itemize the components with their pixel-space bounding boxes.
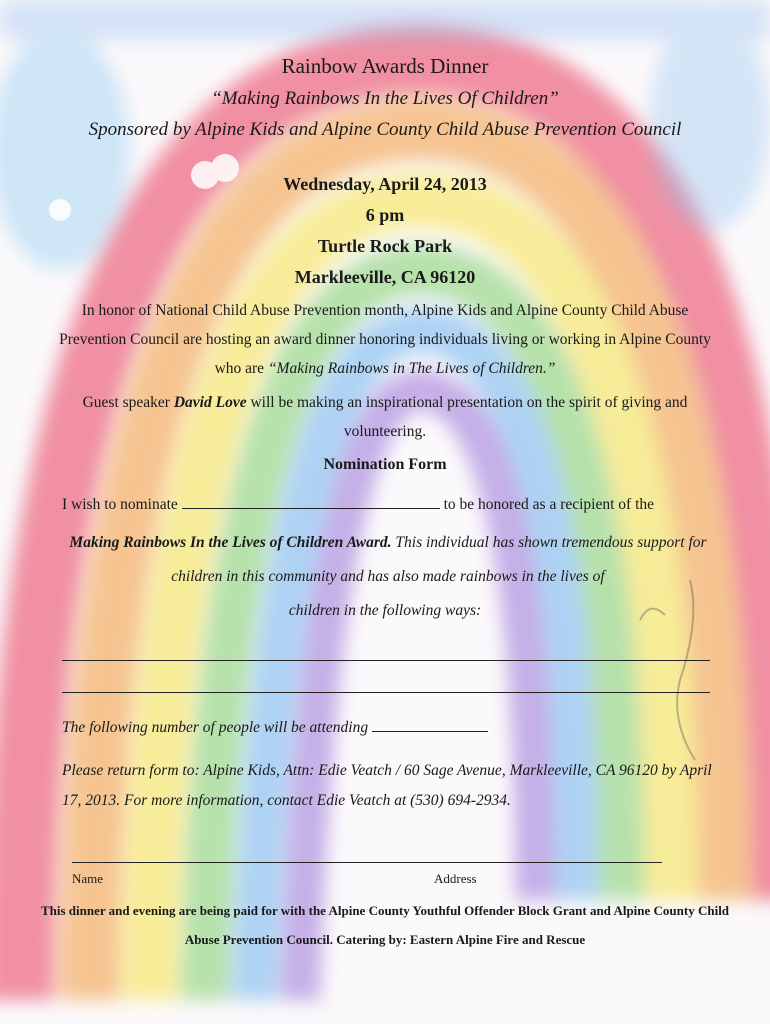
attending-count-blank-field[interactable] <box>372 717 488 732</box>
speaker-name: David Love <box>173 394 247 411</box>
return-instructions: Please return form to: Alpine Kids, Attn: Edie Veatch / 60 Sage Avenue, Markleeville, CA 96120 by April 17, 2013. For more information, contact Edie Veatch at (530) 694-2934. <box>62 762 712 809</box>
ways-line-1[interactable] <box>62 660 710 661</box>
ways-text: children in the following ways: <box>288 602 482 619</box>
address-label: Address <box>434 871 477 886</box>
intro-quote: “Making Rainbows in The Lives of Children.” <box>267 360 556 377</box>
event-city: Markleeville, CA 96120 <box>294 267 476 287</box>
speaker-paragraph <box>50 388 720 446</box>
name-label: Name <box>72 871 104 886</box>
event-date: Wednesday, April 24, 2013 <box>283 174 487 194</box>
page-title: Rainbow Awards Dinner <box>281 54 489 78</box>
award-paragraph <box>58 526 718 594</box>
event-time: 6 pm <box>365 205 405 225</box>
ways-line-2[interactable] <box>62 692 710 693</box>
nominate-suffix: to be honored as a recipient of the <box>439 496 655 513</box>
sponsor-line: Sponsored by Alpine Kids and Alpine County Child Abuse Prevention Council <box>88 119 682 140</box>
award-name: Making Rainbows In the Lives of Children Award. <box>69 534 392 551</box>
event-location: Turtle Rock Park <box>317 236 453 256</box>
signature-line[interactable] <box>72 862 662 863</box>
speaker-prefix: Guest speaker <box>82 394 174 411</box>
form-heading: Nomination Form <box>323 456 447 473</box>
funding-footer: This dinner and evening are being paid for with the Alpine County Youthful Offender Block Grant and Alpine County Child Abuse Prevention Council. Catering by: Eastern Alpine Fire and Rescue <box>40 903 730 947</box>
speaker-suffix: will be making an inspirational presentation on the spirit of giving and volunteering. <box>246 394 688 440</box>
attending-line <box>62 717 488 737</box>
intro-paragraph <box>50 296 720 383</box>
intro-text: In honor of National Child Abuse Prevention month, Alpine Kids and Alpine County Child Abuse Prevention Council are hosting an award dinner honoring individuals living or working in Alpine County who are <box>59 302 711 377</box>
nominee-blank-field[interactable] <box>182 494 440 509</box>
event-tagline: “Making Rainbows In the Lives Of Children” <box>211 88 559 109</box>
award-text: This individual has shown tremendous support for children in this community and has also made rainbows in the lives of <box>171 534 707 585</box>
nominate-prefix: I wish to nominate <box>62 496 182 513</box>
nominate-line <box>62 494 654 514</box>
attending-text: The following number of people will be attending <box>62 719 372 736</box>
